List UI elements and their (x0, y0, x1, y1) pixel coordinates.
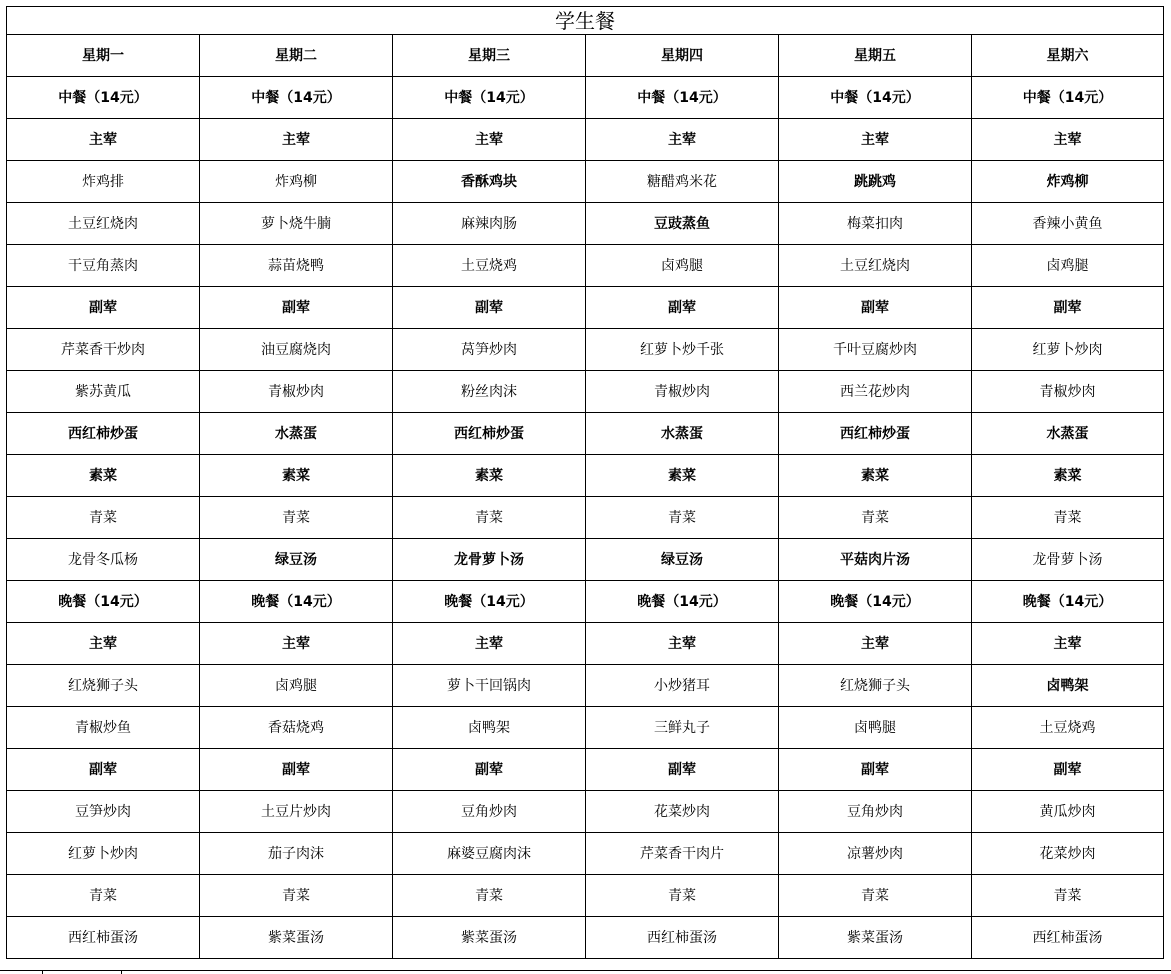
menu-cell: 主荤 (586, 623, 779, 665)
menu-cell: 土豆红烧肉 (7, 203, 200, 245)
menu-cell: 青菜 (7, 497, 200, 539)
menu-cell: 土豆红烧肉 (779, 245, 972, 287)
menu-cell: 萝卜干回锅肉 (393, 665, 586, 707)
menu-cell: 紫菜蛋汤 (200, 917, 393, 959)
menu-cell: 花菜炒肉 (972, 833, 1164, 875)
menu-cell: 主荤 (586, 119, 779, 161)
menu-cell: 红萝卜炒肉 (7, 833, 200, 875)
menu-row (7, 119, 1164, 161)
menu-cell: 豆豉蒸鱼 (586, 203, 779, 245)
menu-cell: 跳跳鸡 (779, 161, 972, 203)
menu-row (7, 245, 1164, 287)
menu-cell: 水蒸蛋 (586, 413, 779, 455)
menu-cell: 青菜 (779, 875, 972, 917)
menu-cell: 素菜 (200, 455, 393, 497)
menu-cell: 晚餐（14元） (393, 581, 586, 623)
weekday-header: 星期五 (779, 35, 972, 77)
menu-cell: 晚餐（14元） (779, 581, 972, 623)
menu-cell: 蒜苗烧鸭 (200, 245, 393, 287)
menu-row (7, 497, 1164, 539)
menu-cell: 青菜 (7, 875, 200, 917)
menu-cell: 西红柿炒蛋 (7, 413, 200, 455)
menu-cell: 主荤 (7, 119, 200, 161)
menu-row (7, 455, 1164, 497)
menu-cell: 龙骨冬瓜杨 (7, 539, 200, 581)
menu-cell: 红烧狮子头 (7, 665, 200, 707)
menu-cell: 紫菜蛋汤 (779, 917, 972, 959)
menu-cell: 香酥鸡块 (393, 161, 586, 203)
menu-row (7, 329, 1164, 371)
menu-cell: 豆角炒肉 (393, 791, 586, 833)
menu-cell: 中餐（14元） (7, 77, 200, 119)
table-title: 学生餐 (7, 7, 1164, 35)
menu-cell: 副荤 (393, 749, 586, 791)
menu-row (7, 791, 1164, 833)
menu-cell: 中餐（14元） (586, 77, 779, 119)
menu-cell: 青椒炒肉 (972, 371, 1164, 413)
menu-cell: 油豆腐烧肉 (200, 329, 393, 371)
menu-cell: 副荤 (200, 287, 393, 329)
menu-row (7, 287, 1164, 329)
menu-cell: 中餐（14元） (200, 77, 393, 119)
menu-row (7, 875, 1164, 917)
menu-cell: 花菜炒肉 (586, 791, 779, 833)
menu-row (7, 371, 1164, 413)
menu-cell: 主荤 (200, 623, 393, 665)
menu-cell: 豆角炒肉 (779, 791, 972, 833)
menu-cell: 副荤 (586, 749, 779, 791)
menu-cell: 土豆烧鸡 (972, 707, 1164, 749)
menu-cell: 糖醋鸡米花 (586, 161, 779, 203)
menu-cell: 水蒸蛋 (200, 413, 393, 455)
menu-cell: 红萝卜炒肉 (972, 329, 1164, 371)
menu-cell: 卤鸭架 (972, 665, 1164, 707)
menu-row (7, 623, 1164, 665)
menu-cell: 卤鸭架 (393, 707, 586, 749)
menu-cell: 绿豆汤 (586, 539, 779, 581)
menu-cell: 香辣小黄鱼 (972, 203, 1164, 245)
menu-cell: 黄瓜炒肉 (972, 791, 1164, 833)
weekday-header: 星期三 (393, 35, 586, 77)
menu-row (7, 161, 1164, 203)
menu-cell: 炸鸡柳 (200, 161, 393, 203)
menu-cell: 紫菜蛋汤 (393, 917, 586, 959)
menu-cell: 炸鸡柳 (972, 161, 1164, 203)
menu-cell: 素菜 (7, 455, 200, 497)
menu-cell: 卤鸡腿 (586, 245, 779, 287)
sheet-bottom-divider (0, 970, 1171, 971)
menu-cell: 素菜 (586, 455, 779, 497)
menu-cell: 青菜 (200, 875, 393, 917)
menu-cell: 副荤 (779, 287, 972, 329)
menu-row (7, 749, 1164, 791)
weekday-header: 星期一 (7, 35, 200, 77)
menu-cell: 素菜 (779, 455, 972, 497)
menu-cell: 青椒炒肉 (200, 371, 393, 413)
menu-row (7, 917, 1164, 959)
menu-cell: 西红柿蛋汤 (972, 917, 1164, 959)
menu-cell: 主荤 (393, 623, 586, 665)
menu-cell: 卤鸭腿 (779, 707, 972, 749)
menu-cell: 青菜 (779, 497, 972, 539)
menu-cell: 茄子肉沫 (200, 833, 393, 875)
menu-cell: 紫苏黄瓜 (7, 371, 200, 413)
menu-cell: 西红柿蛋汤 (7, 917, 200, 959)
menu-cell: 莴笋炒肉 (393, 329, 586, 371)
menu-cell: 主荤 (779, 623, 972, 665)
menu-cell: 龙骨萝卜汤 (393, 539, 586, 581)
menu-cell: 晚餐（14元） (7, 581, 200, 623)
menu-cell: 主荤 (200, 119, 393, 161)
menu-cell: 青椒炒肉 (586, 371, 779, 413)
menu-row (7, 77, 1164, 119)
menu-row (7, 413, 1164, 455)
menu-cell: 西红柿炒蛋 (393, 413, 586, 455)
weekday-header: 星期四 (586, 35, 779, 77)
menu-cell: 素菜 (972, 455, 1164, 497)
menu-row (7, 707, 1164, 749)
menu-cell: 青菜 (200, 497, 393, 539)
menu-cell: 青菜 (586, 875, 779, 917)
menu-cell: 副荤 (586, 287, 779, 329)
menu-cell: 平菇肉片汤 (779, 539, 972, 581)
menu-cell: 青菜 (972, 875, 1164, 917)
weekday-header-row (7, 35, 1164, 77)
menu-cell: 副荤 (972, 749, 1164, 791)
menu-cell: 土豆片炒肉 (200, 791, 393, 833)
menu-cell: 卤鸡腿 (972, 245, 1164, 287)
menu-cell: 红萝卜炒千张 (586, 329, 779, 371)
menu-cell: 芹菜香干炒肉 (7, 329, 200, 371)
menu-cell: 千叶豆腐炒肉 (779, 329, 972, 371)
menu-cell: 粉丝肉沫 (393, 371, 586, 413)
menu-cell: 三鲜丸子 (586, 707, 779, 749)
menu-cell: 水蒸蛋 (972, 413, 1164, 455)
menu-cell: 小炒猪耳 (586, 665, 779, 707)
menu-row (7, 539, 1164, 581)
menu-cell: 西红柿蛋汤 (586, 917, 779, 959)
menu-cell: 主荤 (7, 623, 200, 665)
menu-cell: 青椒炒鱼 (7, 707, 200, 749)
menu-cell: 副荤 (393, 287, 586, 329)
menu-cell: 红烧狮子头 (779, 665, 972, 707)
menu-cell: 副荤 (972, 287, 1164, 329)
menu-cell: 主荤 (972, 623, 1164, 665)
menu-cell: 中餐（14元） (393, 77, 586, 119)
menu-cell: 主荤 (393, 119, 586, 161)
menu-cell: 主荤 (972, 119, 1164, 161)
menu-row (7, 581, 1164, 623)
menu-sheet (6, 6, 1163, 959)
menu-cell: 青菜 (393, 497, 586, 539)
menu-cell: 芹菜香干肉片 (586, 833, 779, 875)
menu-cell: 西兰花炒肉 (779, 371, 972, 413)
menu-cell: 副荤 (7, 749, 200, 791)
menu-table (6, 6, 1164, 959)
sheet-tab-edge (42, 970, 122, 974)
menu-cell: 香菇烧鸡 (200, 707, 393, 749)
menu-cell: 干豆角蒸肉 (7, 245, 200, 287)
menu-cell: 梅菜扣肉 (779, 203, 972, 245)
menu-cell: 青菜 (393, 875, 586, 917)
menu-cell: 青菜 (586, 497, 779, 539)
weekday-header: 星期六 (972, 35, 1164, 77)
menu-cell: 麻婆豆腐肉沫 (393, 833, 586, 875)
menu-cell: 中餐（14元） (972, 77, 1164, 119)
menu-cell: 青菜 (972, 497, 1164, 539)
menu-cell: 晚餐（14元） (972, 581, 1164, 623)
menu-row (7, 665, 1164, 707)
title-row (7, 7, 1164, 35)
menu-cell: 中餐（14元） (779, 77, 972, 119)
menu-cell: 主荤 (779, 119, 972, 161)
menu-cell: 副荤 (7, 287, 200, 329)
menu-cell: 晚餐（14元） (200, 581, 393, 623)
menu-cell: 副荤 (779, 749, 972, 791)
menu-cell: 土豆烧鸡 (393, 245, 586, 287)
menu-cell: 晚餐（14元） (586, 581, 779, 623)
menu-cell: 麻辣肉肠 (393, 203, 586, 245)
weekday-header: 星期二 (200, 35, 393, 77)
menu-cell: 萝卜烧牛腩 (200, 203, 393, 245)
menu-cell: 绿豆汤 (200, 539, 393, 581)
menu-cell: 副荤 (200, 749, 393, 791)
menu-cell: 卤鸡腿 (200, 665, 393, 707)
menu-cell: 炸鸡排 (7, 161, 200, 203)
menu-cell: 龙骨萝卜汤 (972, 539, 1164, 581)
menu-row (7, 203, 1164, 245)
menu-cell: 西红柿炒蛋 (779, 413, 972, 455)
menu-cell: 素菜 (393, 455, 586, 497)
menu-cell: 豆笋炒肉 (7, 791, 200, 833)
menu-cell: 凉薯炒肉 (779, 833, 972, 875)
menu-row (7, 833, 1164, 875)
